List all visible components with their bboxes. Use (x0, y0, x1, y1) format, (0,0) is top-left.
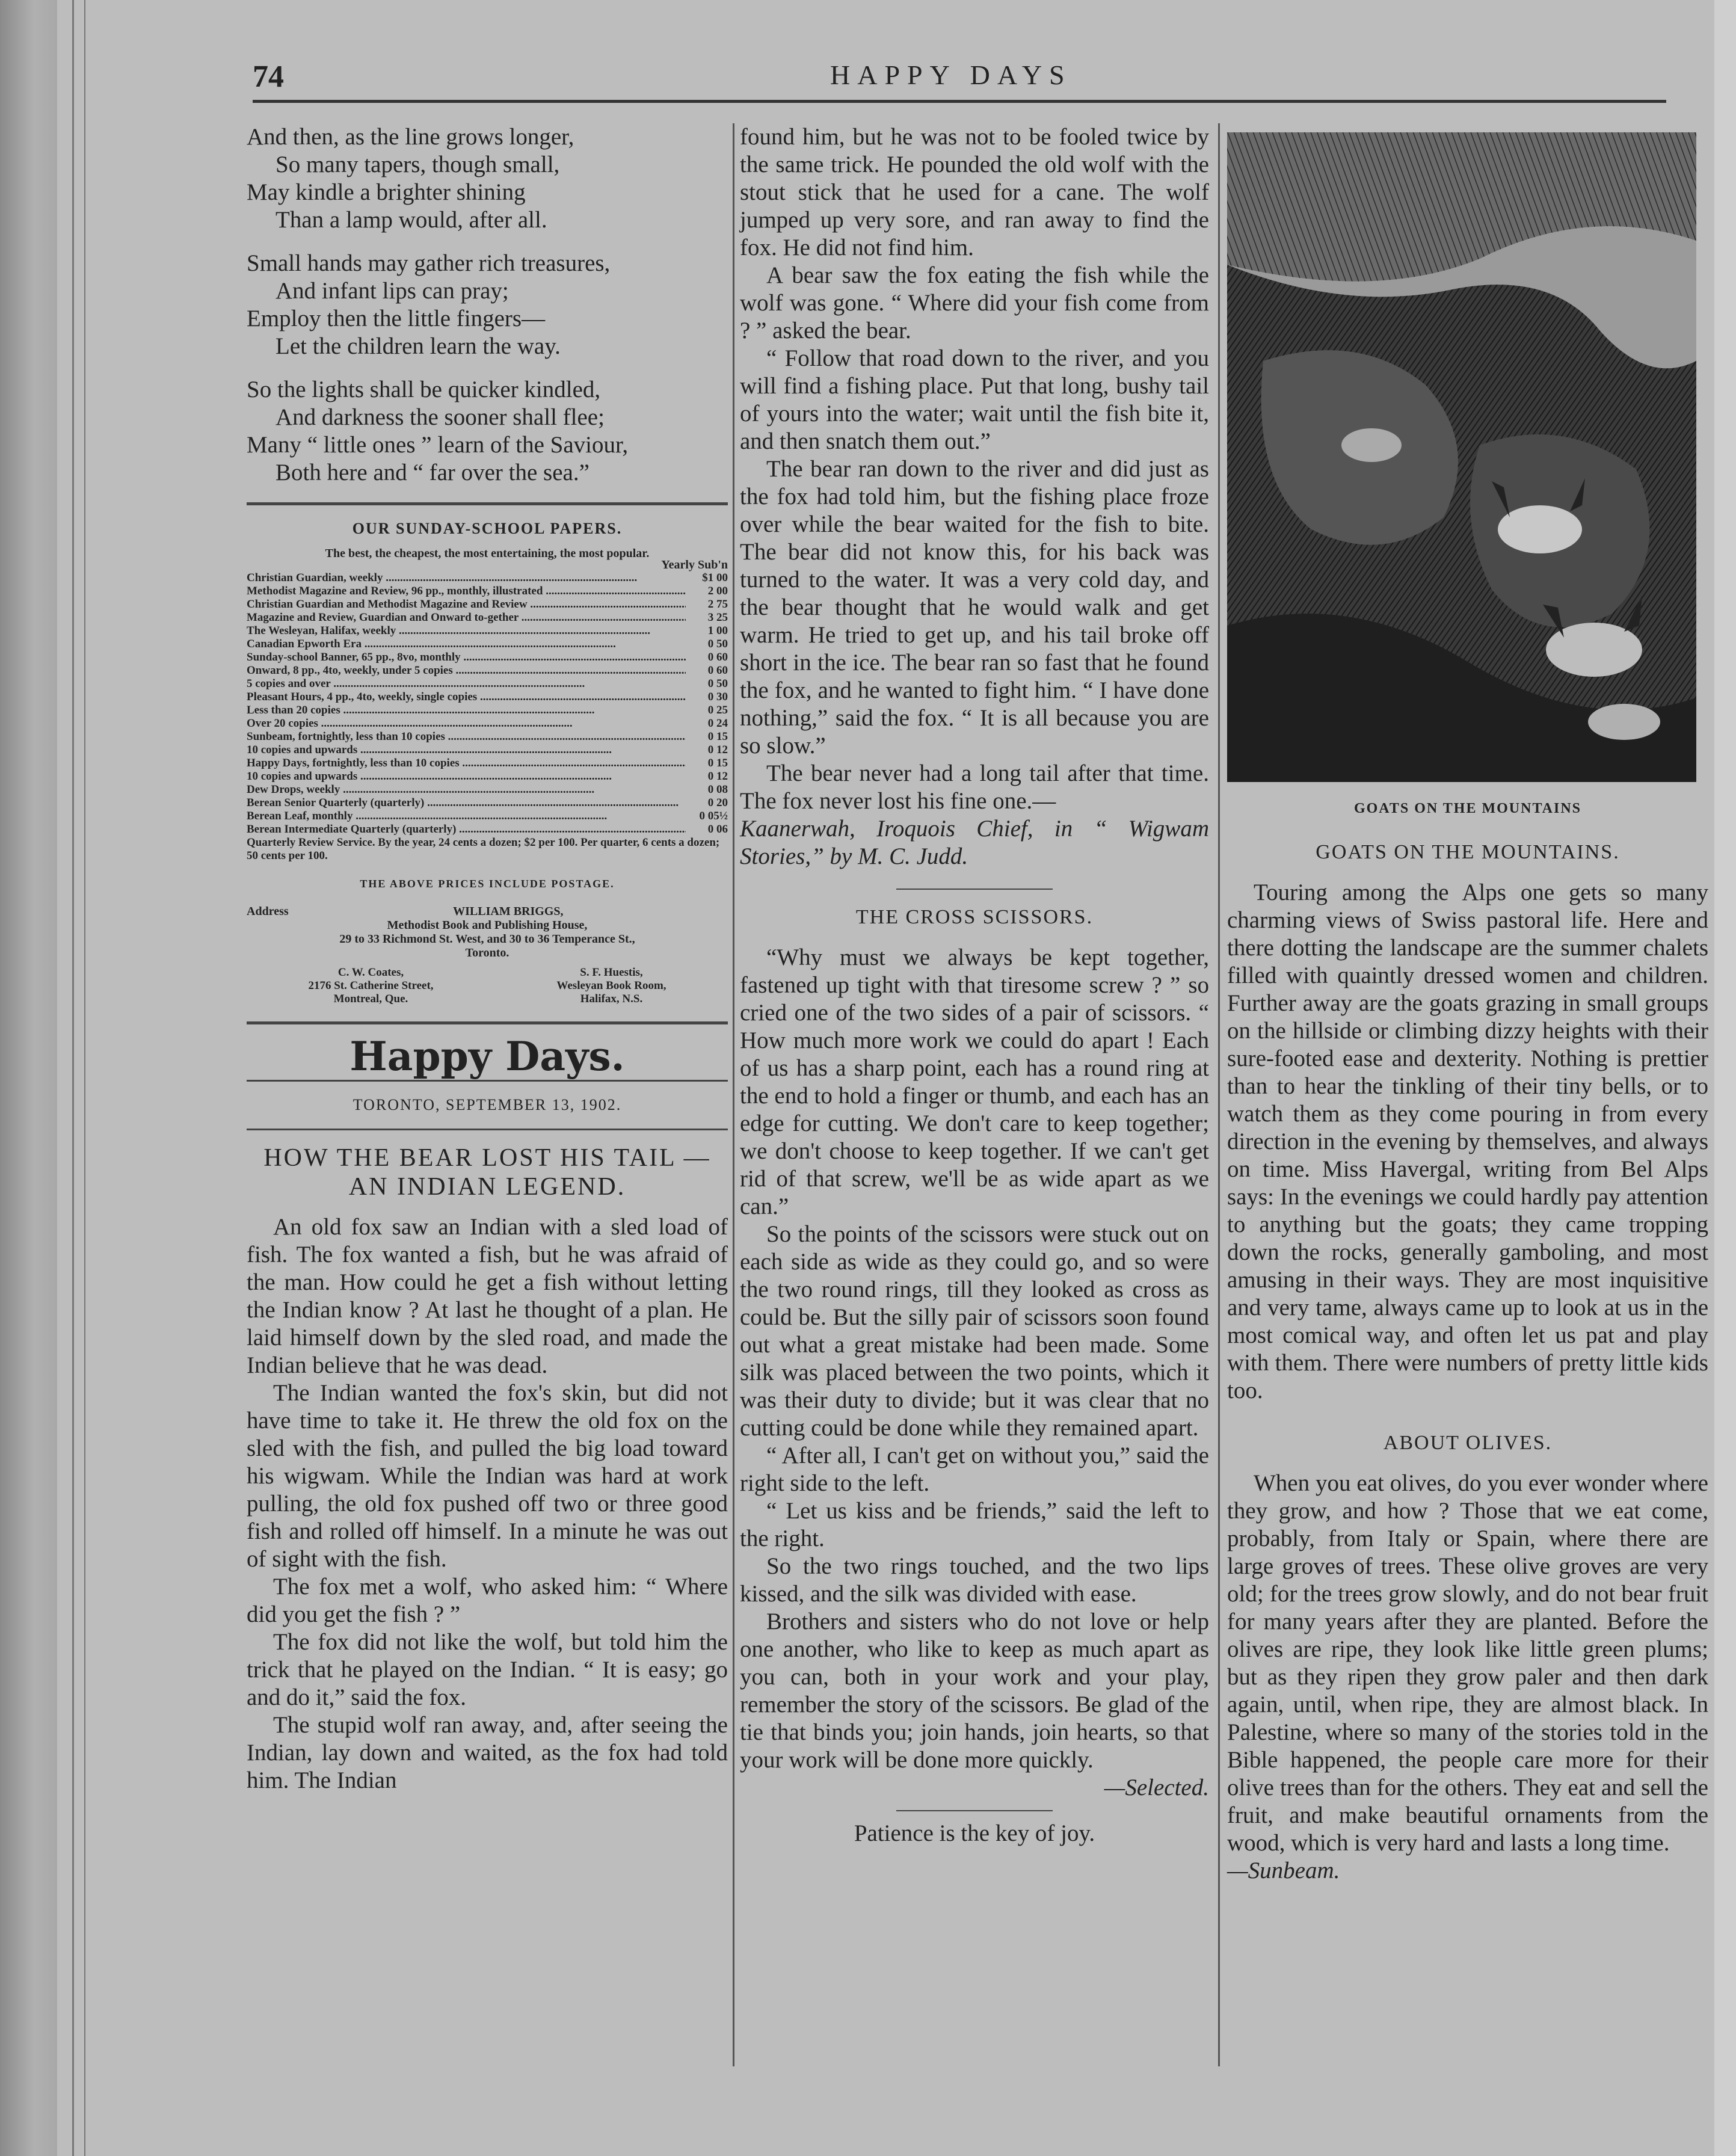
article-title-olives: ABOUT OLIVES. (1383, 1432, 1553, 1454)
article-paragraph: Touring among the Alps one gets so many charming views of Swiss pastoral life. Here and there dotting the landscape are the summer chalets filled with quaintly dressed women and children. Further away are the goats grazing in small groups on the hillside or climbing dizzy heights with their sure-footed ease and dexterity. Nothing is prettier than to hear the tinkling of their tiny bells, or to watch them as they come pouring in from every direction in the evening by themselves, and always on time. Miss Havergal, writing from Bel Alps says: In the evenings we could hardly pay attention to anything but the goats; they came tropping down the rocks, generally gamboling, and most amusing in their ways. They are most inquisitive and very tame, always came up to look at us in the most comical way, and often let us pat and play with them. There were numbers of pretty little kids too. (1227, 879, 1708, 1403)
agent-line: Halifax, N.S. (580, 993, 643, 1005)
article-title-bear: HOW THE BEAR LOST HIS TAIL —AN INDIAN LEGEND. (263, 1144, 711, 1201)
poem-line: And then, as the line grows longer, (247, 124, 574, 150)
publisher-name: WILLIAM BRIGGS, (453, 905, 564, 918)
poem-line: Small hands may gather rich treasures, (247, 250, 611, 276)
running-title: HAPPY DAYS (830, 60, 1072, 90)
price-row (247, 796, 728, 810)
poem-stanza (247, 250, 728, 360)
paper-price: $1 00 (702, 571, 728, 584)
story-paragraph: The fox did not like the wolf, but told him the trick that he played on the Indian. “ It is easy; go and do it,” said the fox. (247, 1629, 728, 1710)
paper-name: Onward, 8 pp., 4to, weekly, under 5 copies ..... (247, 664, 686, 677)
paper-price: 0 08 (707, 783, 728, 796)
paper-name: 10 copies and upwards ..... (247, 744, 686, 757)
section-rule (247, 502, 728, 505)
paper-name: Sunbeam, fortnightly, less than 10 copies ..... (247, 730, 686, 744)
column-middle (740, 123, 1209, 1856)
price-row (247, 810, 728, 823)
price-row (247, 744, 728, 757)
article-credit: —Sunbeam. (1227, 1858, 1340, 1883)
story-paragraph: A bear saw the fox eating the fish while the wolf was gone. “ Where did your fish come from ? ” asked the bear. (740, 262, 1209, 343)
section-rule (247, 1080, 728, 1082)
paper-price: 0 12 (707, 744, 728, 756)
price-row (247, 677, 728, 691)
story-paragraph: “ Let us kiss and be friends,” said the left to the right. (740, 1498, 1209, 1551)
agent-line: 2176 St. Catherine Street, (308, 979, 434, 992)
paper-name: Happy Days, fortnightly, less than 10 copies ..... (247, 757, 686, 770)
price-row (247, 651, 728, 664)
story-credit: —Selected. (1104, 1775, 1209, 1800)
story-paragraph: found him, but he was not to be fooled twice by the same trick. He pounded the old wolf with the stout stick that he used for a cane. The wolf jumped up very sore, and ran away to find the fox. He did not find him. (740, 124, 1209, 260)
poem-line: May kindle a brighter shining (247, 179, 526, 205)
review-service-note: Quarterly Review Service. By the year, 24 cents a dozen; $2 per 100. Per quarter, 6 cents a dozen; 50 cents per 100. (247, 836, 720, 862)
paper-price: 0 15 (707, 730, 728, 743)
paper-name: Berean Intermediate Quarterly (quarterly) ..... (247, 823, 686, 836)
publisher-line: 29 to 33 Richmond St. West, and 30 to 36 Temperance St., (339, 932, 635, 946)
article-paragraph: When you eat olives, do you ever wonder where they grow, and how ? Those that we eat come, probably, from Italy or Spain, where there are large groves of trees. These olive groves are very old; for the trees grow slowly, and do not bear fruit for many years after they are planted. Before the olives are ripe, they look like little green plums; but as they ripen they grow paler and then dark again, until, when ripe, they are almost black. In Palestine, where so many of the stories told in the Bible happened, the people care more for their olive trees than for the others. They eat and sell the fruit, and make beautiful ornaments from the wood, which is very hard and lasts a long time. (1227, 1470, 1708, 1856)
paper-name: Less than 20 copies ..... (247, 704, 686, 717)
paper-price: 3 25 (707, 611, 728, 624)
story-paragraph: The stupid wolf ran away, and, after seeing the Indian, lay down and waited, as the fox had told him. The Indian (247, 1712, 728, 1793)
story-paragraph: “ Follow that road down to the river, and you will find a fishing place. Put that long, bushy tail of yours into the water; wait until the fish bite it, and then snatch them out.” (740, 345, 1209, 454)
paper-name: Dew Drops, weekly ..... (247, 783, 686, 796)
price-list (247, 571, 728, 836)
price-row (247, 664, 728, 677)
price-row (247, 624, 728, 638)
price-row (247, 770, 728, 783)
agent-name: S. F. Huestis, (580, 966, 643, 979)
paper-price: 1 00 (707, 624, 728, 637)
paper-name: The Wesleyan, Halifax, weekly ..... (247, 624, 686, 638)
binding-rule (84, 0, 85, 2156)
poem-line: So the lights shall be quicker kindled, (247, 377, 601, 402)
poem-line: And darkness the sooner shall flee; (275, 404, 605, 430)
paper-price: 0 20 (707, 796, 728, 809)
dateline: TORONTO, SEPTEMBER 13, 1902. (352, 1096, 622, 1113)
paper-name: Canadian Epworth Era ..... (247, 638, 686, 651)
price-row (247, 783, 728, 796)
price-row (247, 730, 728, 744)
paper-price: 0 50 (707, 677, 728, 690)
goats-engraving (1227, 132, 1696, 782)
paper-price: 0 60 (707, 664, 728, 677)
proverb: Patience is the key of joy. (854, 1820, 1095, 1846)
poem-stanza (247, 376, 728, 487)
price-row (247, 823, 728, 836)
story-paragraph: The bear never had a long tail after that time. The fox never lost his fine one.— (740, 760, 1209, 814)
divider (896, 1810, 1053, 1811)
story-paragraph: The fox met a wolf, who asked him: “ Where did you get the fish ? ” (247, 1574, 728, 1627)
price-column-header: Yearly Sub'n (661, 558, 728, 571)
agent-montreal (308, 966, 433, 1006)
poem-line: Many “ little ones ” learn of the Saviour, (247, 432, 629, 458)
story-paragraph: Brothers and sisters who do not love or help one another, who like to keep as much apart as you can, both in your work and your play, remember the story of the scissors. Be glad of the tie that binds you; join hands, join hearts, so that your work will be done more quickly. (740, 1609, 1209, 1773)
paper-name: Methodist Magazine and Review, 96 pp., monthly, illustrated ..... (247, 585, 686, 598)
page-edge (1714, 0, 1736, 2156)
poem-line: So many tapers, though small, (275, 152, 560, 177)
paper-price: 0 25 (707, 704, 728, 716)
paper-price: 2 00 (707, 585, 728, 597)
poem-line: Employ then the little fingers— (247, 306, 546, 331)
section-rule (247, 1129, 728, 1130)
price-row (247, 691, 728, 704)
paper-price: 0 05½ (699, 810, 728, 822)
address-label: Address (247, 905, 289, 918)
agent-line: Montreal, Que. (333, 993, 408, 1005)
paper-name: Christian Guardian, weekly ..... (247, 571, 686, 585)
postage-note: THE ABOVE PRICES INCLUDE POSTAGE. (360, 878, 615, 890)
paper-name: Sunday-school Banner, 65 pp., 8vo, monthly ..... (247, 651, 686, 664)
price-row (247, 757, 728, 770)
column-rule (733, 123, 734, 2066)
paper-price: 0 50 (707, 638, 728, 650)
paper-price: 0 60 (707, 651, 728, 664)
price-row (247, 611, 728, 624)
paper-name: Berean Senior Quarterly (quarterly) ..... (247, 796, 686, 810)
publisher-address (247, 905, 728, 960)
agent-halifax (556, 966, 666, 1006)
papers-intro: The best, the cheapest, the most entertaining, the most popular. (325, 547, 650, 560)
publisher-line: Methodist Book and Publishing House, (387, 919, 588, 932)
engraving-caption: GOATS ON THE MOUNTAINS (1353, 801, 1582, 816)
paper-price: 2 75 (707, 598, 728, 611)
column-right (1227, 123, 1708, 1885)
divider (896, 889, 1053, 890)
article-title-goats: GOATS ON THE MOUNTAINS. (1316, 841, 1620, 863)
publisher-line: Toronto. (465, 946, 509, 959)
agent-name: C. W. Coates, (337, 966, 404, 979)
paper-price: 0 06 (707, 823, 728, 836)
page-number: 74 (253, 60, 284, 94)
price-row (247, 704, 728, 717)
price-row (247, 638, 728, 651)
story-paragraph: So the two rings touched, and the two lips kissed, and the silk was divided with ease. (740, 1553, 1209, 1607)
story-paragraph: An old fox saw an Indian with a sled load of fish. The fox wanted a fish, but he was afraid of the man. How could he get a fish without letting the Indian know ? At last he thought of a plan. He laid himself down by the sled road, and made the Indian believe that he was dead. (247, 1214, 728, 1378)
poem-line: Both here and “ far over the sea.” (275, 460, 589, 485)
paper-name: Christian Guardian and Methodist Magazine and Review ..... (247, 598, 686, 611)
agents (247, 966, 728, 1006)
paper-name: Berean Leaf, monthly ..... (247, 810, 686, 823)
paper-name: Pleasant Hours, 4 pp., 4to, weekly, single copies ..... (247, 691, 686, 704)
price-row (247, 585, 728, 598)
paper-name: Magazine and Review, Guardian and Onward to-gether ..... (247, 611, 686, 624)
poem-stanza (247, 123, 728, 234)
binding-rule (72, 0, 74, 2156)
paper-price: 0 15 (707, 757, 728, 769)
column-left (247, 123, 728, 1794)
price-row (247, 571, 728, 585)
header-rule (253, 100, 1666, 103)
paper-price: 0 24 (707, 717, 728, 730)
poem-line: And infant lips can pray; (275, 278, 509, 304)
masthead-title: Happy Days. (349, 1033, 625, 1080)
column-rule (1218, 123, 1220, 2066)
story-paragraph: The bear ran down to the river and did just as the fox had told him, but the fishing place froze over while the bear waited for the fish to bite. The bear did not know this, for his back was turned to the water. It was a very cold day, and the bear thought that he would walk and get warm. He tried to get up, and his tail broke off short in the ice. The bear ran so fast that he found the fox, and he wanted to fight him. “ I have done nothing,” said the fox. “ It is all because you are so slow.” (740, 456, 1209, 759)
paper-name: 10 copies and upwards ..... (247, 770, 686, 783)
section-rule (247, 1021, 728, 1024)
agent-line: Wesleyan Book Room, (556, 979, 666, 992)
paper-price: 0 12 (707, 770, 728, 783)
papers-title: OUR SUNDAY-SCHOOL PAPERS. (352, 520, 623, 537)
article-title-scissors: THE CROSS SCISSORS. (855, 906, 1094, 928)
price-row (247, 717, 728, 730)
paper-name: Over 20 copies ..... (247, 717, 686, 730)
price-row (247, 598, 728, 611)
story-paragraph: The Indian wanted the fox's skin, but did not have time to take it. He threw the old fox on the sled with the fish, and pulled the big load toward his wigwam. While the Indian was hard at work pulling, the old fox pushed off two or three good fish and rolled off himself. In a minute he was out of sight with the fish. (247, 1380, 728, 1572)
story-paragraph: “ After all, I can't get on without you,” said the right side to the left. (740, 1443, 1209, 1496)
page-binding-shadow (0, 0, 57, 2156)
poem-line: Than a lamp would, after all. (275, 207, 547, 233)
story-paragraph: So the points of the scissors were stuck out on each side as wide as they could go, and so were the two round rings, till they looked as cross as could be. But the silly pair of scissors soon found out what a great mistake had been made. Some silk was placed between the two points, which it was their duty to divide; but it was clear that no cutting could be done while they remained apart. (740, 1221, 1209, 1441)
story-paragraph: “Why must we always be kept together, fastened up tight with that tiresome screw ? ” so cried one of the two sides of a pair of scissors. “ How much more work we could do apart ! Each of us has a sharp point, each has a round ring at the end to hold a finger or thumb, and each has an edge for cutting. We don't care to keep together; we don't choose to keep together. If we can't get rid of that screw, we'll be as wide apart as we can.” (740, 944, 1209, 1219)
paper-name: 5 copies and over ..... (247, 677, 686, 691)
story-credit: Kaanerwah, Iroquois Chief, in “ Wigwam Stories,” by M. C. Judd. (740, 816, 1209, 869)
paper-price: 0 30 (707, 691, 728, 703)
poem-line: Let the children learn the way. (275, 333, 561, 359)
